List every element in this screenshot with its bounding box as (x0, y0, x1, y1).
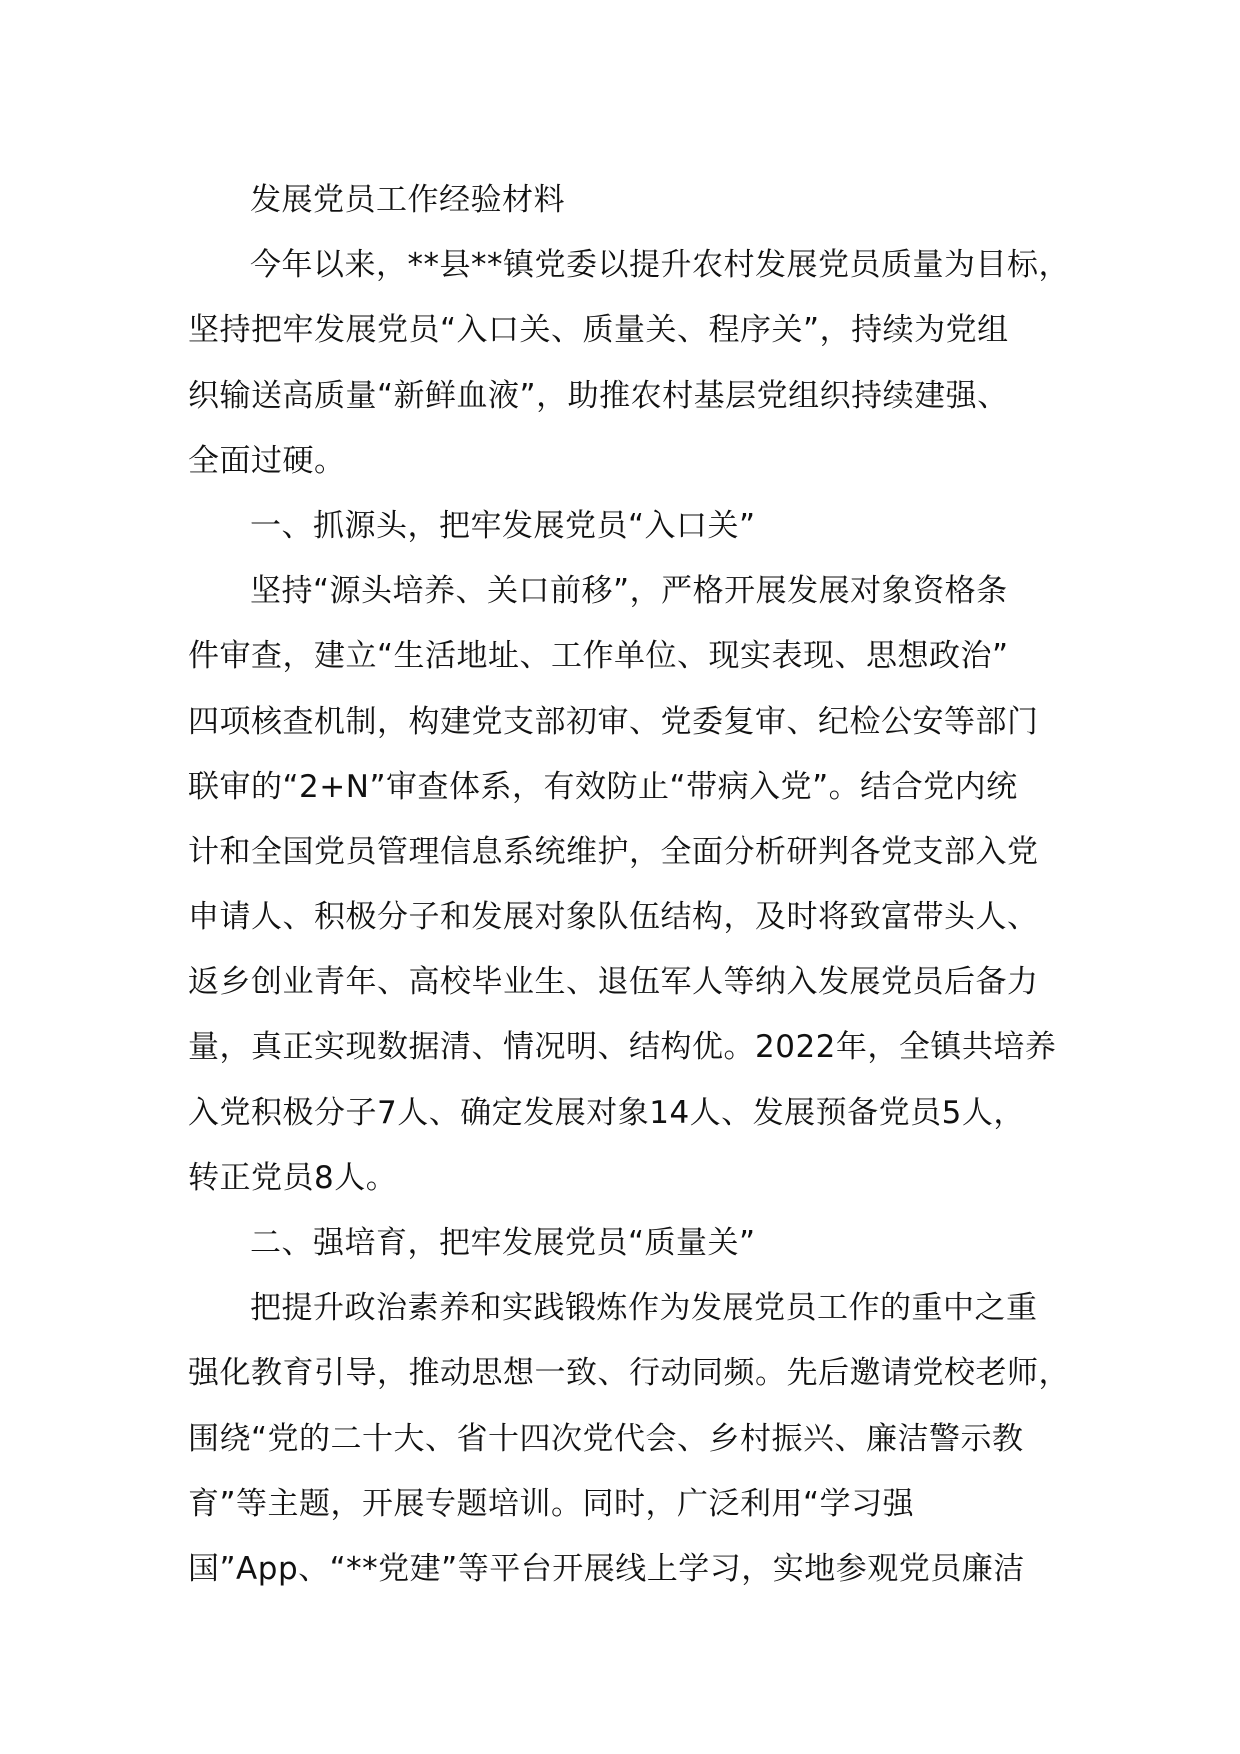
paragraph-line: 量，真正实现数据清、情况明、结构优。2022年，全镇共培养 (188, 1029, 1057, 1066)
document-title: 发展党员工作经验材料 (250, 182, 565, 218)
section-heading: 一、抓源头，把牢发展党员“入口关” (250, 507, 756, 544)
paragraph-line: 坚持把牢发展党员“入口关、质量关、程序关”，持续为党组 (188, 312, 1009, 349)
paragraph-line: 返乡创业青年、高校毕业生、退伍军人等纳入发展党员后备力 (188, 964, 1039, 1001)
paragraph-line: 申请人、积极分子和发展对象队伍结构，及时将致富带头人、 (188, 899, 1039, 936)
paragraph-line: 联审的“2+N”审查体系，有效防止“带病入党”。结合党内统 (188, 768, 1018, 805)
paragraph-line: 四项核查机制，构建党支部初审、党委复审、纪检公安等部门 (188, 703, 1039, 740)
paragraph-line: 育”等主题，开展专题培训。同时，广泛利用“学习强 (188, 1485, 915, 1522)
paragraph-line: 转正党员8人。 (188, 1159, 398, 1196)
paragraph-line: 强化教育引导，推动思想一致、行动同频。先后邀请党校老师， (188, 1355, 1070, 1392)
section-heading: 二、强培育，把牢发展党员“质量关” (250, 1225, 756, 1261)
document-body (188, 168, 1088, 1602)
paragraph-line: 把提升政治素养和实践锻炼作为发展党员工作的重中之重 (250, 1290, 1038, 1327)
paragraph-line: 围绕“党的二十大、省十四次党代会、乡村振兴、廉洁警示教 (188, 1420, 1024, 1457)
paragraph-line: 国”App、“**党建”等平台开展线上学习，实地参观党员廉洁 (188, 1550, 1025, 1587)
paragraph-line: 入党积极分子7人、确定发展对象14人、发展预备党员5人， (188, 1094, 1025, 1131)
paragraph-line: 全面过硬。 (188, 442, 346, 479)
paragraph-line: 今年以来，**县**镇党委以提升农村发展党员质量为目标， (250, 247, 1070, 284)
paragraph-line: 计和全国党员管理信息系统维护，全面分析研判各党支部入党 (188, 833, 1039, 870)
paragraph-line: 件审查，建立“生活地址、工作单位、现实表现、思想政治” (188, 638, 1009, 675)
paragraph-line: 坚持“源头培养、关口前移”，严格开展发展对象资格条 (250, 573, 1008, 610)
paragraph-line: 织输送高质量“新鲜血液”，助推农村基层党组织持续建强、 (188, 377, 1009, 414)
